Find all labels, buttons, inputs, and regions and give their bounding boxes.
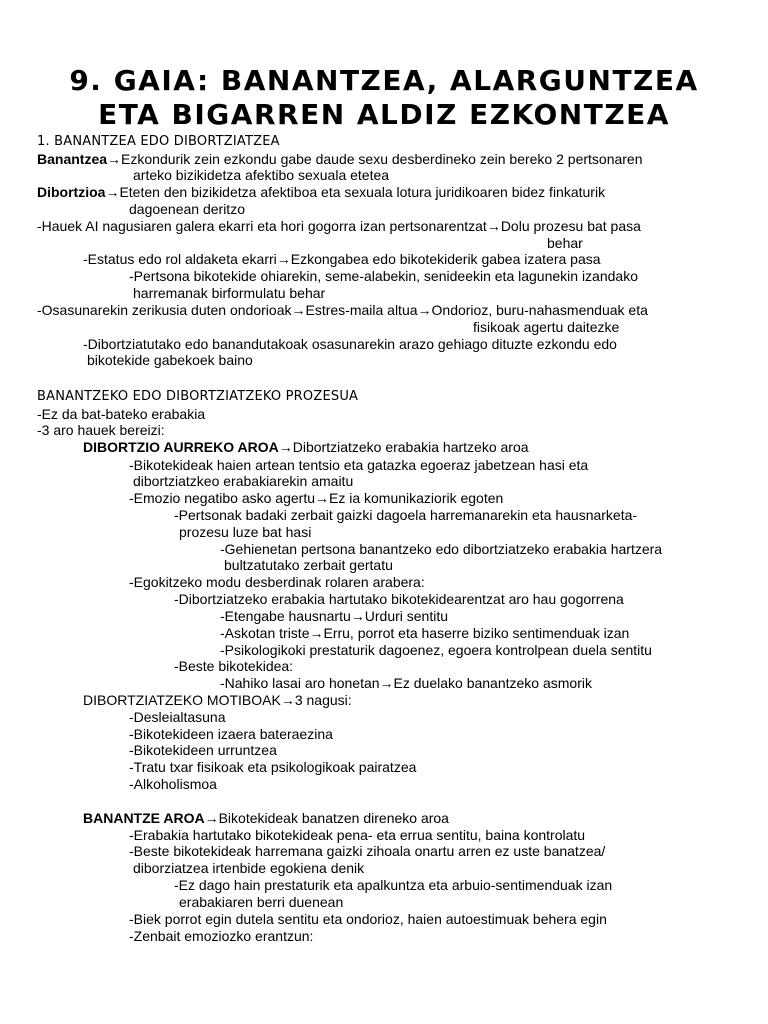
- document-title-line-1: 9. GAIA: BANANTZEA, ALARGUNTZEA: [69, 64, 699, 97]
- definition-text: →Eteten den bizikidetza afektiboa eta sexuala lotura juridikoaren bidez finkaturik: [105, 184, 606, 200]
- text-line: -Psikologikoki prestaturik dagoenez, egoera kontrolpean duela sentitu: [220, 642, 652, 658]
- text-line: behar: [547, 235, 583, 251]
- text-line: -Hauek AI nagusiaren galera ekarri eta hori gogorra izan pertsonarentzat→Dolu prozesu bat pasa: [37, 218, 641, 234]
- text-line: -Emozio negatibo asko agertu→Ez ia komunikaziorik egoten: [129, 490, 504, 506]
- text-line: dibortziatzkeo erabakiarekin amaitu: [133, 473, 354, 489]
- text-line: -Dibortziatutako edo banandutakoak osasunarekin arazo gehiago dituzte ezkondu edo: [83, 336, 617, 352]
- text-line: -Estatus edo rol aldaketa ekarri→Ezkongabea edo bikotekiderik gabea izatera pasa: [83, 251, 601, 267]
- text-line: -Nahiko lasai aro honetan→Ez duelako banantzeko asmorik: [220, 675, 592, 691]
- text-line: prozesu luze bat hasi: [179, 524, 312, 540]
- text-line: arteko bizikidetza afektibo sexuala etetea: [133, 167, 390, 183]
- definition-dibortzioa: [37, 184, 605, 201]
- list-item: -Alkoholismoa: [129, 776, 217, 792]
- text-line: -3 aro hauek bereizi:: [37, 422, 165, 438]
- term-banantzea: Banantzea: [37, 151, 108, 167]
- text-line: harremanak birformulatu behar: [133, 285, 326, 301]
- section-heading-banantzea: 1. BANANTZEA EDO DIBORTZIATZEA: [37, 134, 280, 149]
- term-banantze-aroa: BANANTZE AROA: [83, 810, 205, 826]
- text-line: -Pertsonak badaki zerbait gaizki dagoela harremanarekin eta hausnarketa-: [174, 507, 638, 523]
- definition-text: →Ezkondurik zein ezkondu gabe daude sexu desberdineko zein bereko 2 pertsonaren: [107, 151, 643, 167]
- text-line: erabakiaren berri duenean: [179, 894, 344, 910]
- list-item: -Desleialtasuna: [129, 709, 226, 725]
- definition-text: →Bikotekideak banatzen direneko aroa: [204, 810, 449, 826]
- text-line: -Bikotekideak haien artean tentsio eta gatazka egoeraz jabetzean hasi eta: [129, 457, 589, 473]
- subsection-banantze-aroa: [83, 810, 449, 827]
- text-line: bultzatutako zerbait gertatu: [224, 557, 393, 573]
- section-heading-prozesua: BANANTZEKO EDO DIBORTZIATZEKO PROZESUA: [37, 389, 359, 404]
- list-item: -Bikotekideen urruntzea: [129, 742, 277, 758]
- list-item: -Bikotekideen izaera bateraezina: [129, 726, 333, 742]
- text-line: -Ez da bat-bateko erabakia: [37, 406, 206, 422]
- text-line: -Osasunarekin zerikusia duten ondorioak→Estres-maila altua→Ondorioz, buru-nahasmenduak eta: [37, 302, 648, 318]
- text-line: -Erabakia hartutako bikotekideak pena- eta errua sentitu, baina kontrolatu: [129, 827, 586, 843]
- term-dibortzioa: Dibortzioa: [37, 184, 106, 200]
- text-line: -Gehienetan pertsona banantzeko edo dibortziatzeko erabakia hartzera: [220, 541, 663, 557]
- text-line: -Askotan triste→Erru, porrot eta haserre biziko sentimenduak izan: [220, 625, 630, 641]
- text-line: -Beste bikotekidea:: [174, 658, 294, 674]
- text-line: -Etengabe hausnartu→Urduri sentitu: [220, 608, 449, 624]
- text-line: fisikoak agertu daitezke: [473, 319, 620, 335]
- text-line: -Biek porrot egin dutela sentitu eta ondorioz, haien autoestimuak behera egin: [129, 911, 607, 927]
- text-line: -Beste bikotekideak harremana gaizki zihoala onartu arren ez uste banatzea/: [129, 843, 606, 859]
- text-line: bikotekide gabekoek baino: [87, 352, 253, 368]
- text-line: -Ez dago hain prestaturik eta apalkuntza eta arbuio-sentimenduak izan: [174, 877, 613, 893]
- text-line: dagoenean deritzo: [129, 201, 245, 217]
- document-title-line-2: ETA BIGARREN ALDIZ EZKONTZEA: [98, 98, 670, 131]
- text-line: diborziatzea irtenbide egokiena denik: [133, 860, 365, 876]
- text-line: -Zenbait emoziozko erantzun:: [129, 928, 314, 944]
- list-item: -Tratu txar fisikoak eta psikologikoak pairatzea: [129, 759, 417, 775]
- subsection-aurreko-aroa: [83, 439, 529, 456]
- term-aurreko-aroa: DIBORTZIO AURREKO AROA: [83, 439, 279, 455]
- text-line: -Egokitzeko modu desberdinak rolaren arabera:: [129, 574, 425, 590]
- text-line: -Pertsona bikotekide ohiarekin, seme-alabekin, senideekin eta lagunekin izandako: [129, 268, 638, 284]
- definition-banantzea: [37, 151, 643, 168]
- text-line: -Dibortziatzeko erabakia hartutako bikotekidearentzat aro hau gogorrena: [174, 591, 624, 607]
- definition-text: →Dibortziatzeko erabakia hartzeko aroa: [278, 439, 529, 455]
- subsection-motiboak: DIBORTZIATZEKO MOTIBOAK→3 nagusi:: [83, 692, 352, 708]
